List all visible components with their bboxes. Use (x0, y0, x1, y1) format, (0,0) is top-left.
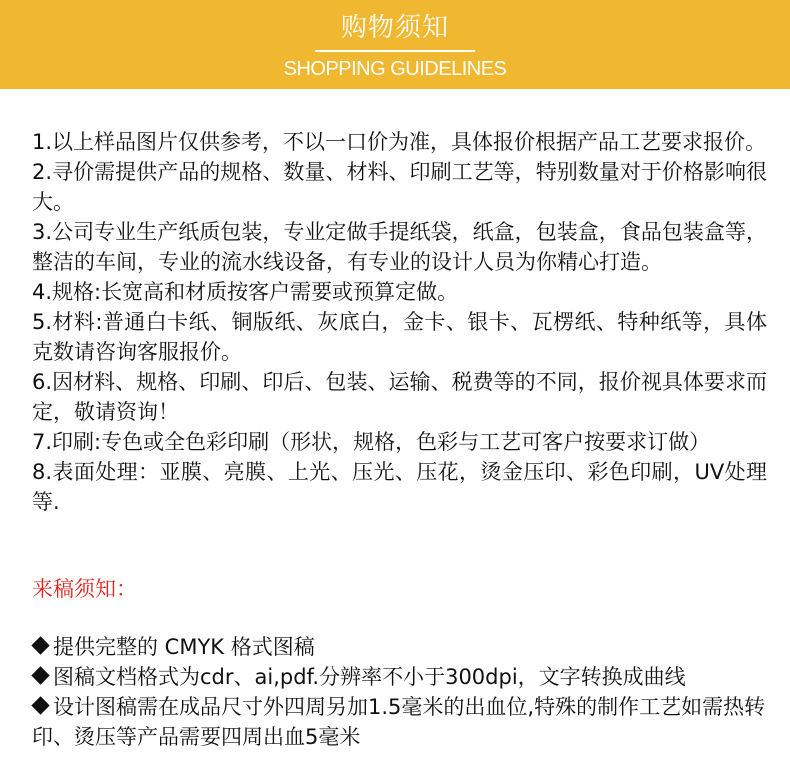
page-subtitle: SHOPPING GUIDELINES (283, 58, 507, 80)
title-underline (315, 50, 475, 52)
guideline-item: 6.因材料、规格、印刷、印后、包装、运输、税费等的不同，报价视具体要求而定，敬请资询！ (32, 370, 767, 424)
notice-item-text: 图稿文档格式为cdr、ai,pdf.分辨率不小于300dpi，文字转换成曲线 (53, 665, 686, 689)
notice-item-text: 提供完整的 CMYK 格式图稿 (53, 635, 315, 659)
guideline-item: 7.印刷:专色或全色彩印刷（形状，规格，色彩与工艺可客户按要求订做） (32, 430, 711, 454)
submission-notice-list (32, 632, 772, 752)
guideline-item: 1.以上样品图片仅供参考，不以一口价为准，具体报价根据产品工艺要求报价。 (32, 130, 767, 154)
submission-notice-heading: 来稿须知： (32, 577, 137, 601)
guideline-list (32, 127, 767, 517)
guideline-item: 8.表面处理：亚膜、亮膜、上光、压光、压花，烫金压印、彩色印刷，UV处理等. (32, 460, 767, 514)
guideline-item: 4.规格:长宽高和材质按客户需要或预算定做。 (32, 280, 459, 304)
notice-item-text: 设计图稿需在成品尺寸外四周另加1.5毫米的出血位,特殊的制作工艺如需热转印、烫压等产品需要四周出血5毫米 (32, 695, 766, 749)
notice-item (32, 692, 772, 752)
guideline-item: 3.公司专业生产纸质包装，专业定做手提纸袋，纸盒，包装盒，食品包装盒等，整洁的车间，专业的流水线设备，有专业的设计人员为你精心打造。 (32, 220, 767, 274)
notice-item (32, 632, 772, 662)
header-banner (0, 0, 790, 89)
page-title: 购物须知 (340, 13, 449, 43)
diamond-icon (31, 636, 49, 654)
diamond-icon (31, 666, 49, 684)
guideline-item: 2.寻价需提供产品的规格、数量、材料、印刷工艺等，特别数量对于价格影响很大。 (32, 160, 767, 214)
diamond-icon (31, 696, 49, 714)
notice-item (32, 662, 772, 692)
guideline-item: 5.材料:普通白卡纸、铜版纸、灰底白，金卡、银卡、瓦楞纸、特种纸等，具体克数请咨询客服报价。 (32, 310, 767, 364)
